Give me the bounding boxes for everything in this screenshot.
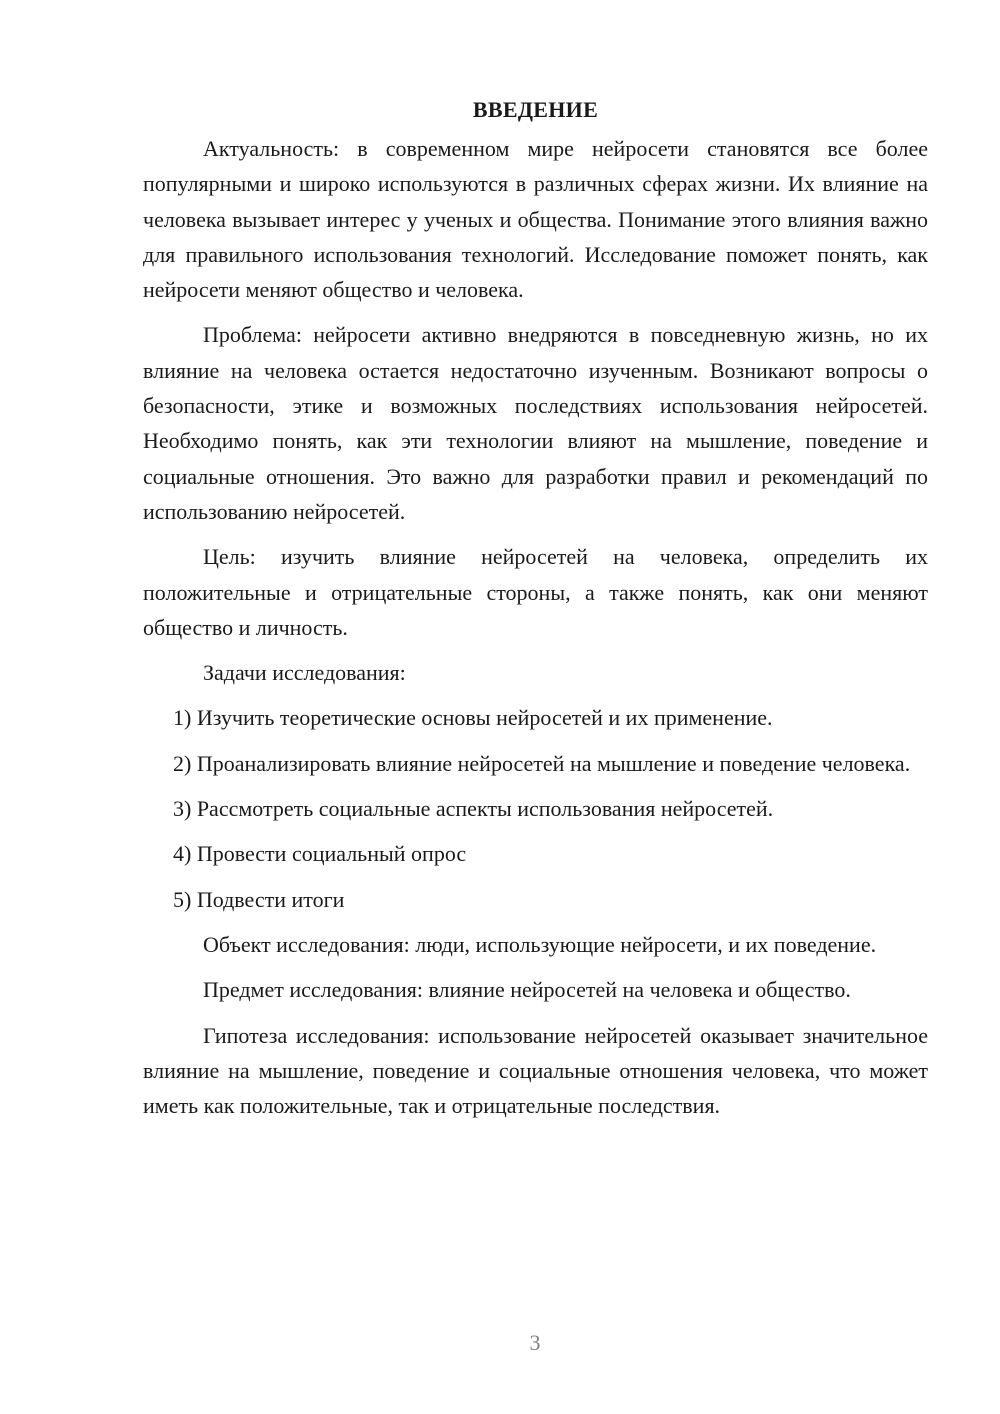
task-item-3: 3) Рассмотреть социальные аспекты использования нейросетей. [173, 796, 774, 822]
goal-paragraph: Цель: изучить влияние нейросетей на человека, определить их положительные и отрицательные стороны, а также понять, как они меняют общество и личность. [143, 544, 928, 640]
object-paragraph: Объект исследования: люди, использующие нейросети, и их поведение. [203, 931, 877, 957]
task-item-5: 5) Подвести итоги [173, 886, 345, 912]
document-page [143, 92, 928, 1133]
task-item-1: 1) Изучить теоретические основы нейросетей и их применение. [173, 705, 773, 731]
subject-paragraph: Предмет исследования: влияние нейросетей на человека и общество. [203, 977, 851, 1003]
tasks-heading: Задачи исследования: [203, 660, 406, 686]
hypothesis-paragraph: Гипотеза исследования: использование нейросетей оказывает значительное влияние на мышление, поведение и социальные отношения человека, что может иметь как положительные, так и отрицательные последствия. [143, 1022, 928, 1119]
page-number: 3 [529, 1330, 541, 1355]
relevance-paragraph: Актуальность: в современном мире нейросети становятся все более популярными и широко используются в различных сферах жизни. Их влияние на человека вызывает интерес у ученых и общества. Понимание этого влияния важно для правильного использования технологий. Исследование поможет понять, как нейросети меняют общество и человека. [143, 136, 928, 303]
section-title: ВВЕДЕНИЕ [472, 97, 599, 122]
task-item-2: 2) Проанализировать влияние нейросетей на мышление и поведение человека. [173, 750, 911, 776]
problem-paragraph: Проблема: нейросети активно внедряются в повседневную жизнь, но их влияние на человека остается недостаточно изученным. Возникают вопросы о безопасности, этике и возможных последствиях использования нейросетей. Необходимо понять, как эти технологии влияют на мышление, поведение и социальные отношения. Это важно для разработки правил и рекомендаций по использованию нейросетей. [143, 322, 928, 524]
task-item-4: 4) Провести социальный опрос [173, 841, 467, 867]
